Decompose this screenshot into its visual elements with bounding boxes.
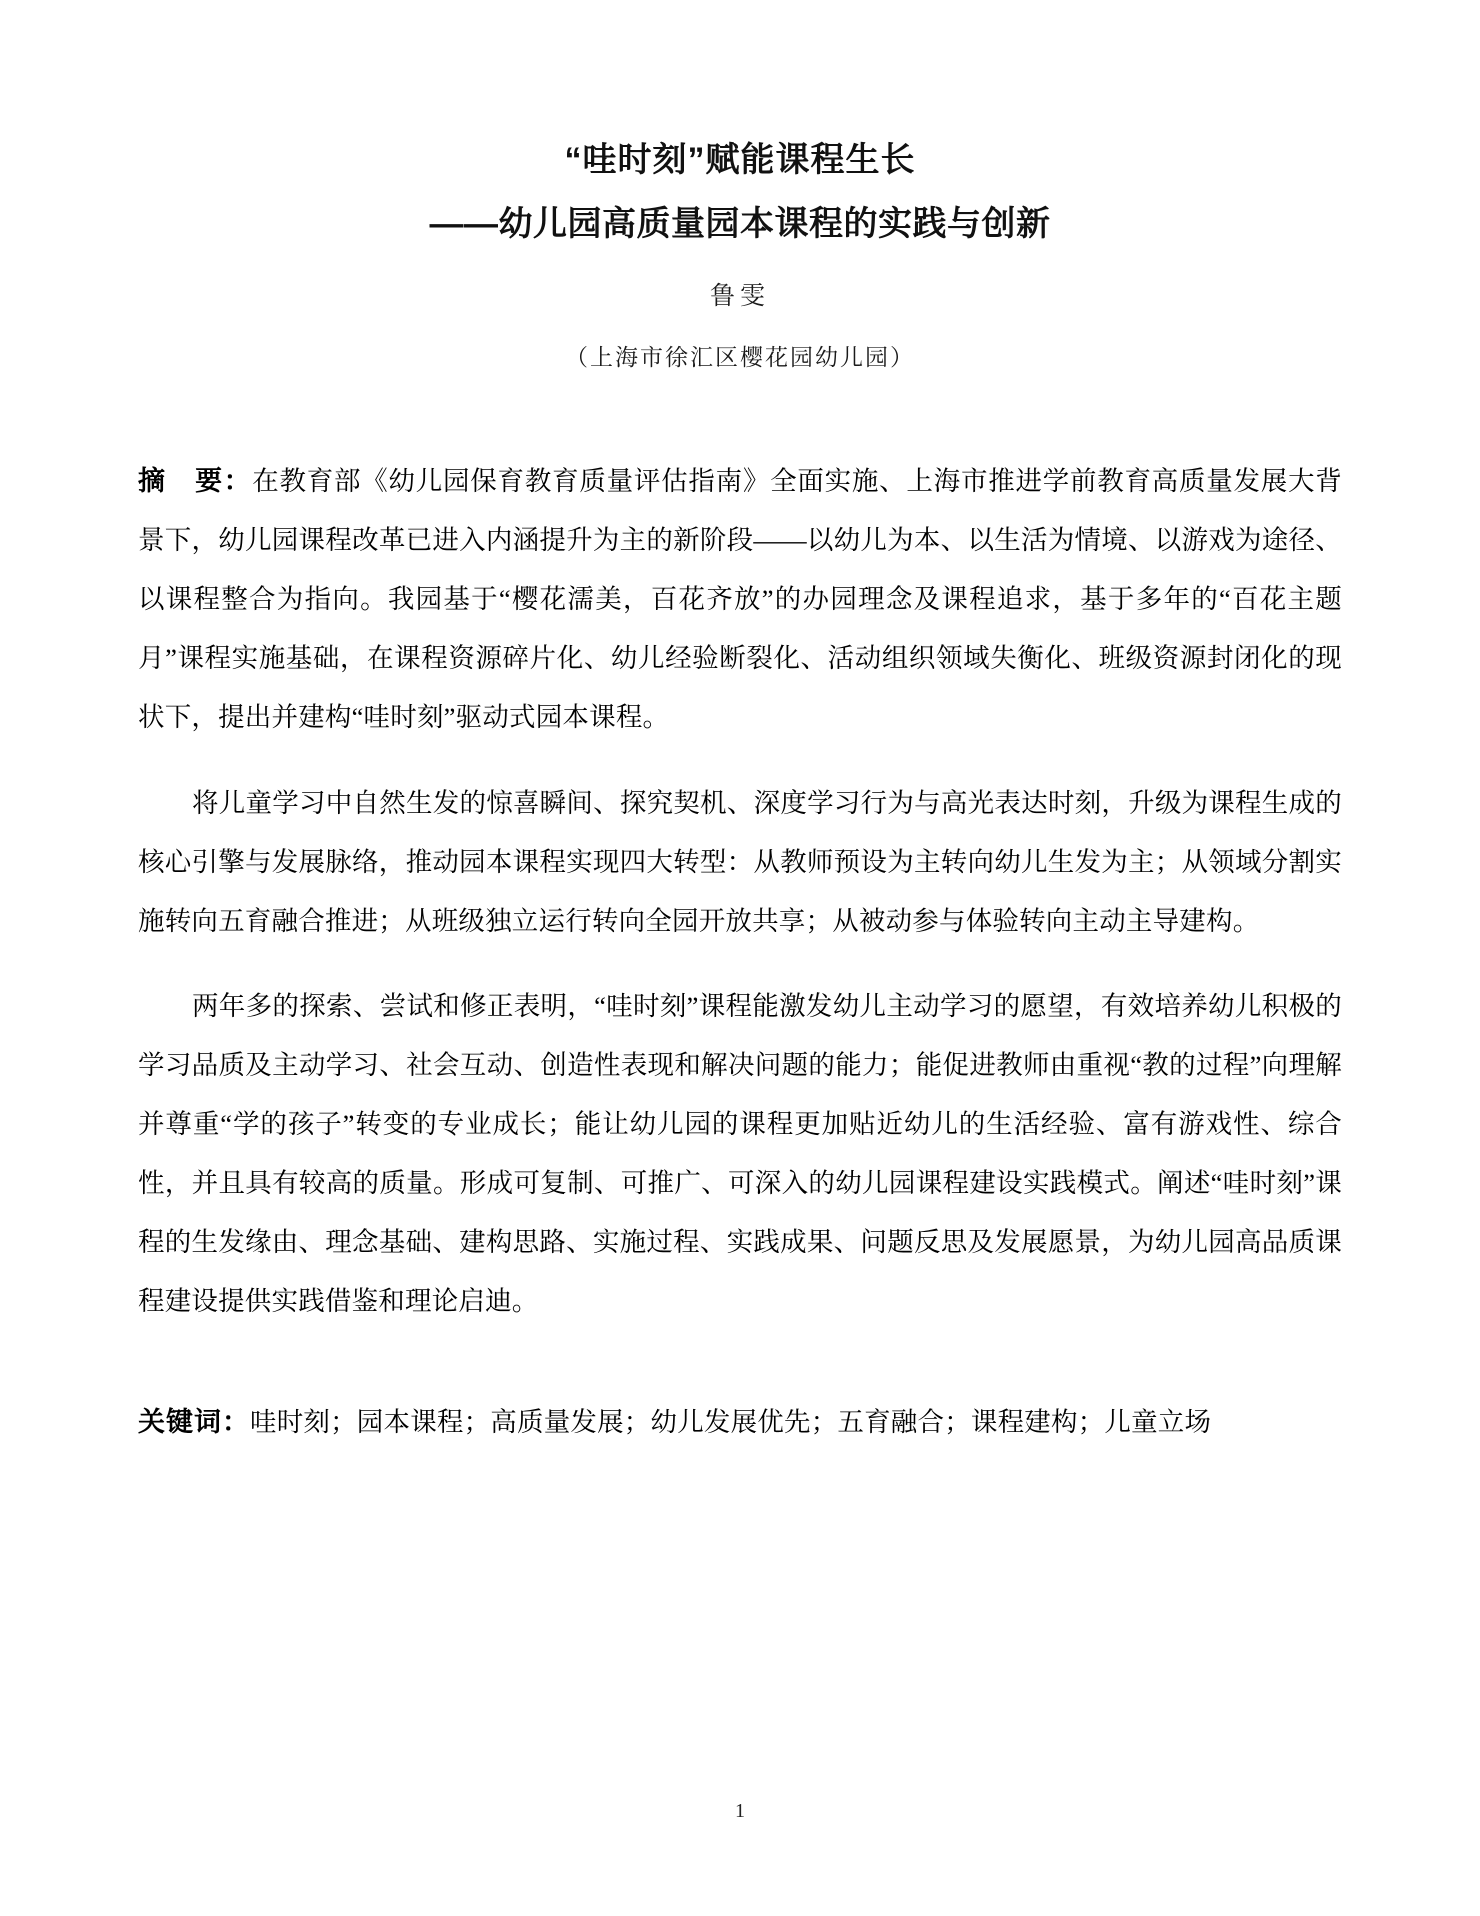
abstract-section	[138, 452, 1342, 1331]
author-affiliation: （上海市徐汇区樱花园幼儿园）	[565, 345, 915, 370]
abstract-paragraph	[138, 452, 1342, 747]
page-number: 1	[735, 1800, 745, 1822]
abstract-paragraph: 两年多的探索、尝试和修正表明，“哇时刻”课程能激发幼儿主动学习的愿望，有效培养幼儿积极的学习品质及主动学习、社会互动、创造性表现和解决问题的能力；能促进教师由重视“教的过程”向理解并尊重“学的孩子”转变的专业成长；能让幼儿园的课程更加贴近幼儿的生活经验、富有游戏性、综合性，并且具有较高的质量。形成可复制、可推广、可深入的幼儿园课程建设实践模式。阐述“哇时刻”课程的生发缘由、理念基础、建构思路、实施过程、实践成果、问题反思及发展愿景，为幼儿园高品质课程建设提供实践借鉴和理论启迪。	[138, 991, 1342, 1316]
page-content	[138, 0, 1342, 1479]
keywords-label: 关键词：	[138, 1407, 250, 1437]
keywords-text: 哇时刻；园本课程；高质量发展；幼儿发展优先；五育融合；课程建构；儿童立场	[250, 1407, 1212, 1437]
abstract-paragraph-text: 在教育部《幼儿园保育教育质量评估指南》全面实施、上海市推进学前教育高质量发展大背景下，幼儿园课程改革已进入内涵提升为主的新阶段——以幼儿为本、以生活为情境、以游戏为途径、以课程整合为指向。我园基于“樱花濡美，百花齐放”的办园理念及课程追求，基于多年的“百花主题月”课程实施基础，在课程资源碎片化、幼儿经验断裂化、活动组织领域失衡化、班级资源封闭化的现状下，提出并建构“哇时刻”驱动式园本课程。	[138, 466, 1343, 732]
keywords-paragraph	[138, 1393, 1342, 1452]
keywords-section	[138, 1393, 1342, 1452]
abstract-paragraph: 将儿童学习中自然生发的惊喜瞬间、探究契机、深度学习行为与高光表达时刻，升级为课程生成的核心引擎与发展脉络，推动园本课程实现四大转型：从教师预设为主转向幼儿生发为主；从领域分割实施转向五育融合推进；从班级独立运行转向全园开放共享；从被动参与体验转向主动主导建构。	[138, 787, 1342, 936]
author-name: 鲁雯	[709, 283, 770, 310]
title-block	[138, 0, 1342, 374]
page-title: “哇时刻”赋能课程生长	[564, 141, 916, 179]
page-subtitle: ——幼儿园高质量园本课程的实践与创新	[429, 205, 1051, 243]
abstract-label: 摘 要：	[138, 466, 253, 496]
